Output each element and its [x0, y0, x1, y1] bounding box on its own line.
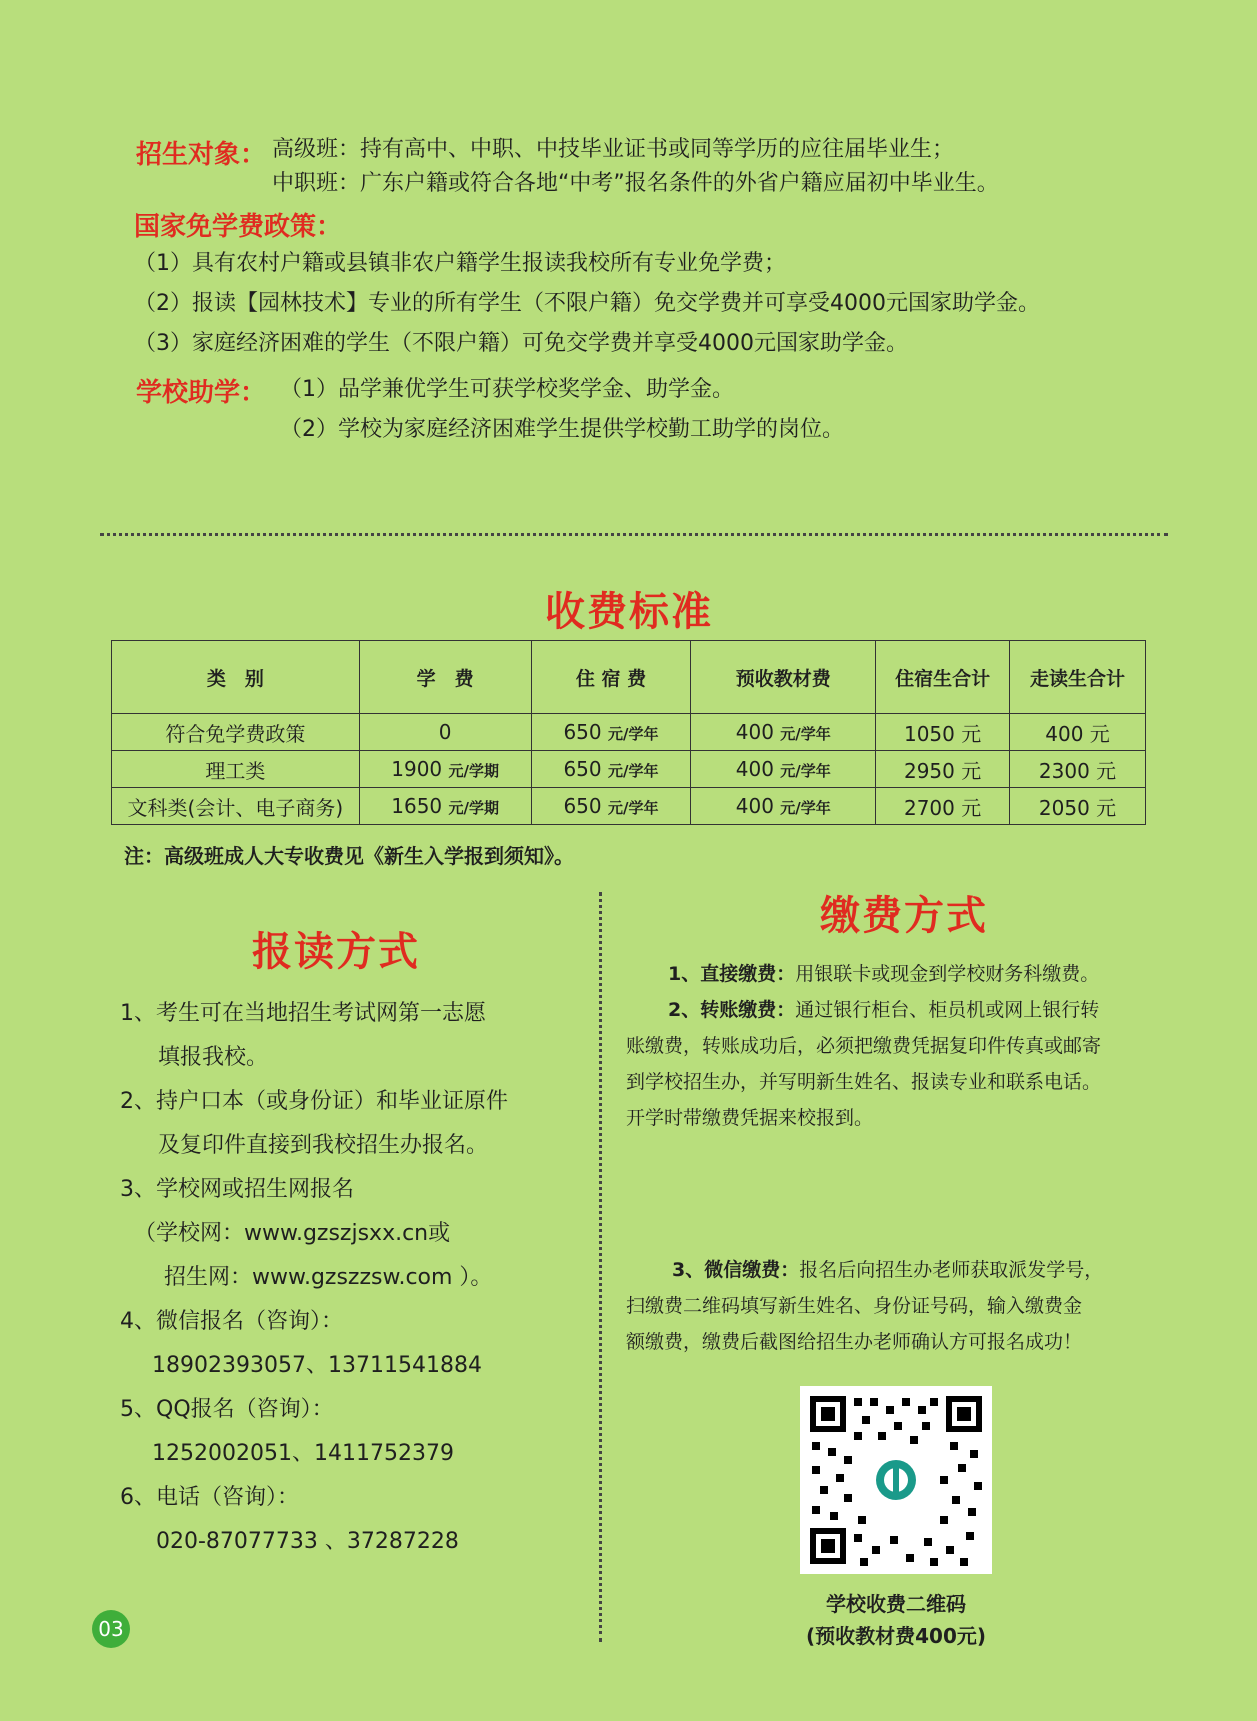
- apply-line: 020-87077733 、37287228: [156, 1529, 459, 1554]
- wechat-pay-label: 3、微信缴费：: [672, 1259, 800, 1281]
- transfer-pay-text-2: 账缴费，转账成功后，必须把缴费凭据复印件传真或邮寄: [626, 1035, 1102, 1057]
- wechat-pay-text-1: 报名后向招生办老师获取派发学号，: [799, 1259, 1104, 1281]
- apply-line: 4、微信报名（咨询）：: [120, 1309, 343, 1334]
- direct-pay-label: 1、直接缴费：: [668, 963, 796, 985]
- cell-value: 2050 元: [1038, 795, 1117, 820]
- cell-unit: 元/学年: [780, 799, 831, 817]
- cell-unit: 元/学年: [780, 725, 831, 743]
- apply-line: 1、考生可在当地招生考试网第一志愿: [120, 1001, 486, 1026]
- payment-direct-transfer: [626, 956, 1186, 1136]
- cell-value: 400 元: [1045, 721, 1110, 746]
- apply-line: 18902393057、13711541884: [152, 1353, 482, 1378]
- cell-value: 400: [735, 794, 774, 818]
- header-accommodation: 住 宿 费: [531, 641, 691, 714]
- page-number-badge: 03: [92, 1610, 130, 1648]
- transfer-pay-label: 2、转账缴费：: [668, 999, 796, 1021]
- policy-item-2: （2）报读【园林技术】专业的所有学生（不限户籍）免交学费并可享受4000元国家助学金。: [134, 291, 1040, 316]
- apply-line: 5、QQ报名（咨询）：: [120, 1397, 334, 1422]
- table-row: [112, 714, 1146, 751]
- fees-title: 收费标准: [545, 589, 713, 635]
- qr-caption-2: (预收教材费400元): [805, 1624, 987, 1648]
- policy-label: 国家免学费政策：: [134, 212, 343, 242]
- cell-value: 1050 元: [903, 721, 982, 746]
- cell-unit: 元/学年: [780, 762, 831, 780]
- cell-unit: 元/学年: [607, 762, 659, 780]
- wechat-pay-text-3: 额缴费，缴费后截图给招生办老师确认方可报名成功！: [626, 1331, 1083, 1353]
- apply-line: 填报我校。: [158, 1045, 269, 1070]
- direct-pay-text: 用银联卡或现金到学校财务科缴费。: [795, 963, 1100, 985]
- transfer-pay-text-4: 开学时带缴费凭据来校报到。: [626, 1107, 874, 1129]
- apply-title: 报读方式: [252, 929, 420, 975]
- cell-unit: 元/学期: [448, 799, 499, 817]
- header-category: 类 别: [112, 641, 360, 714]
- cell-unit: 元/学年: [607, 725, 659, 743]
- aid-item-1: （1）品学兼优学生可获学校奖学金、助学金。: [280, 377, 734, 402]
- table-row: [112, 788, 1146, 825]
- transfer-pay-text-1: 通过银行柜台、柜员机或网上银行转: [795, 999, 1100, 1021]
- qr-code-image: [800, 1386, 992, 1574]
- apply-line: 2、持户口本（或身份证）和毕业证原件: [120, 1089, 508, 1114]
- cell-value: 650: [563, 757, 602, 781]
- dotted-divider: [100, 533, 1168, 536]
- header-day-total: 走读生合计: [1010, 641, 1146, 714]
- qr-caption-1: 学校收费二维码: [826, 1592, 966, 1616]
- header-tuition: 学 费: [359, 641, 531, 714]
- cell-value: 400: [735, 757, 774, 781]
- cell-value: 0: [438, 720, 452, 744]
- cell-value: 文科类(会计、电子商务): [127, 795, 344, 820]
- cell-value: 2300 元: [1038, 758, 1117, 783]
- apply-line: 6、电话（咨询）：: [120, 1485, 299, 1510]
- cell-value: 400: [735, 720, 774, 744]
- policy-item-1: （1）具有农村户籍或县镇非农户籍学生报读我校所有专业免学费；: [134, 251, 786, 276]
- fee-table-header: [112, 641, 1146, 714]
- cell-value: 理工类: [205, 758, 266, 783]
- payment-wechat: [626, 1252, 1186, 1360]
- cell-value: 2950 元: [903, 758, 982, 783]
- apply-line: 3、学校网或招生网报名: [120, 1177, 354, 1202]
- cell-value: 1900: [391, 757, 443, 781]
- enrollment-label: 招生对象：: [136, 140, 267, 170]
- transfer-pay-text-3: 到学校招生办，并写明新生姓名、报读专业和联系电话。: [626, 1071, 1102, 1093]
- vertical-divider: [599, 892, 602, 1642]
- cell-value: 650: [563, 794, 602, 818]
- wechat-pay-text-2: 扫缴费二维码填写新生姓名、身份证号码，输入缴费金: [626, 1295, 1083, 1317]
- fees-note: 注：高级班成人大专收费见《新生入学报到须知》。: [124, 844, 574, 868]
- apply-line: 招生网：www.gzszzsw.com ）。: [164, 1265, 493, 1290]
- aid-item-2: （2）学校为家庭经济困难学生提供学校勤工助学的岗位。: [280, 417, 844, 442]
- apply-line: （学校网：www.gzszjsxx.cn或: [134, 1221, 451, 1246]
- cell-unit: 元/学期: [448, 762, 499, 780]
- apply-line: 及复印件直接到我校招生办报名。: [158, 1133, 489, 1158]
- header-textbook: 预收教材费: [691, 641, 876, 714]
- qr-code-icon: [800, 1386, 992, 1574]
- policy-item-3: （3）家庭经济困难的学生（不限户籍）可免交学费并享受4000元国家助学金。: [134, 331, 908, 356]
- header-boarder-total: 住宿生合计: [876, 641, 1010, 714]
- apply-line: 1252002051、1411752379: [152, 1441, 454, 1466]
- enrollment-line-2: 中职班：广东户籍或符合各地“中考”报名条件的外省户籍应届初中毕业生。: [272, 171, 999, 196]
- aid-label: 学校助学：: [136, 378, 267, 408]
- cell-value: 1650: [391, 794, 443, 818]
- cell-value: 2700 元: [903, 795, 982, 820]
- enrollment-line-1: 高级班：持有高中、中职、中技毕业证书或同等学历的应往届毕业生；: [272, 137, 955, 162]
- table-row: [112, 751, 1146, 788]
- fee-table: [111, 640, 1146, 825]
- apply-steps: [120, 992, 590, 1564]
- cell-value: 符合免学费政策: [165, 721, 306, 746]
- payment-title: 缴费方式: [820, 893, 988, 939]
- cell-unit: 元/学年: [607, 799, 659, 817]
- cell-value: 650: [563, 720, 602, 744]
